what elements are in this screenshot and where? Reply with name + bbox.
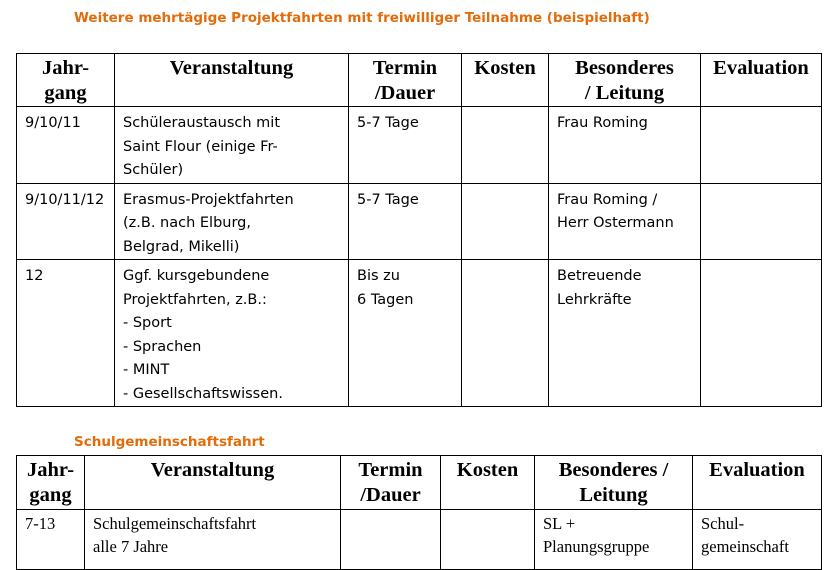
cell-termin: 5-7 Tage [349, 107, 462, 184]
cell-termin: Bis zu 6 Tagen [349, 260, 462, 407]
header-row [17, 456, 822, 510]
projektfahrten-table [16, 53, 822, 407]
cell-veranstaltung: Schulgemeinschaftsfahrt alle 7 Jahre [85, 510, 341, 570]
schulgemeinschaftsfahrt-table [16, 455, 822, 570]
table-row [17, 260, 822, 407]
cell-kosten [462, 183, 549, 260]
cell-jahrgang: 12 [17, 260, 115, 407]
cell-besonderes: Betreuende Lehrkräfte [549, 260, 701, 407]
cell-evaluation [701, 107, 822, 184]
cell-jahrgang: 9/10/11 [17, 107, 115, 184]
header-veranstaltung: Veranstaltung [85, 456, 341, 510]
header-veranstaltung: Veranstaltung [115, 54, 349, 107]
cell-jahrgang: 9/10/11/12 [17, 183, 115, 260]
cell-evaluation [701, 183, 822, 260]
cell-kosten [462, 260, 549, 407]
cell-veranstaltung: Erasmus-Projektfahrten (z.B. nach Elburg, Belgrad, Mikelli) [115, 183, 349, 260]
header-kosten: Kosten [441, 456, 535, 510]
cell-besonderes: Frau Roming / Herr Ostermann [549, 183, 701, 260]
header-termin: Termin /Dauer [349, 54, 462, 107]
cell-veranstaltung: Ggf. kursgebundene Projektfahrten, z.B.: - Sport - Sprachen - MINT - Gesellschaftswissen. [115, 260, 349, 407]
cell-termin [341, 510, 441, 570]
header-kosten: Kosten [462, 54, 549, 107]
section-title-schulgemeinschaftsfahrt: Schulgemeinschaftsfahrt [74, 434, 265, 450]
header-besonderes: Besonderes / Leitung [535, 456, 693, 510]
cell-kosten [462, 107, 549, 184]
cell-evaluation [701, 260, 822, 407]
header-row [17, 54, 822, 107]
cell-termin: 5-7 Tage [349, 183, 462, 260]
header-jahrgang: Jahr- gang [17, 456, 85, 510]
cell-veranstaltung: Schüleraustausch mit Saint Flour (einige Fr- Schüler) [115, 107, 349, 184]
header-jahrgang: Jahr- gang [17, 54, 115, 107]
table-row [17, 107, 822, 184]
cell-besonderes: SL + Planungsgruppe [535, 510, 693, 570]
table-row [17, 510, 822, 570]
header-termin: Termin /Dauer [341, 456, 441, 510]
cell-besonderes: Frau Roming [549, 107, 701, 184]
header-evaluation: Evaluation [701, 54, 822, 107]
cell-kosten [441, 510, 535, 570]
header-evaluation: Evaluation [693, 456, 822, 510]
section-title-projektfahrten: Weitere mehrtägige Projektfahrten mit freiwilliger Teilnahme (beispielhaft) [74, 10, 650, 26]
header-besonderes: Besonderes / Leitung [549, 54, 701, 107]
table-row [17, 183, 822, 260]
cell-jahrgang: 7-13 [17, 510, 85, 570]
cell-evaluation: Schul- gemeinschaft [693, 510, 822, 570]
